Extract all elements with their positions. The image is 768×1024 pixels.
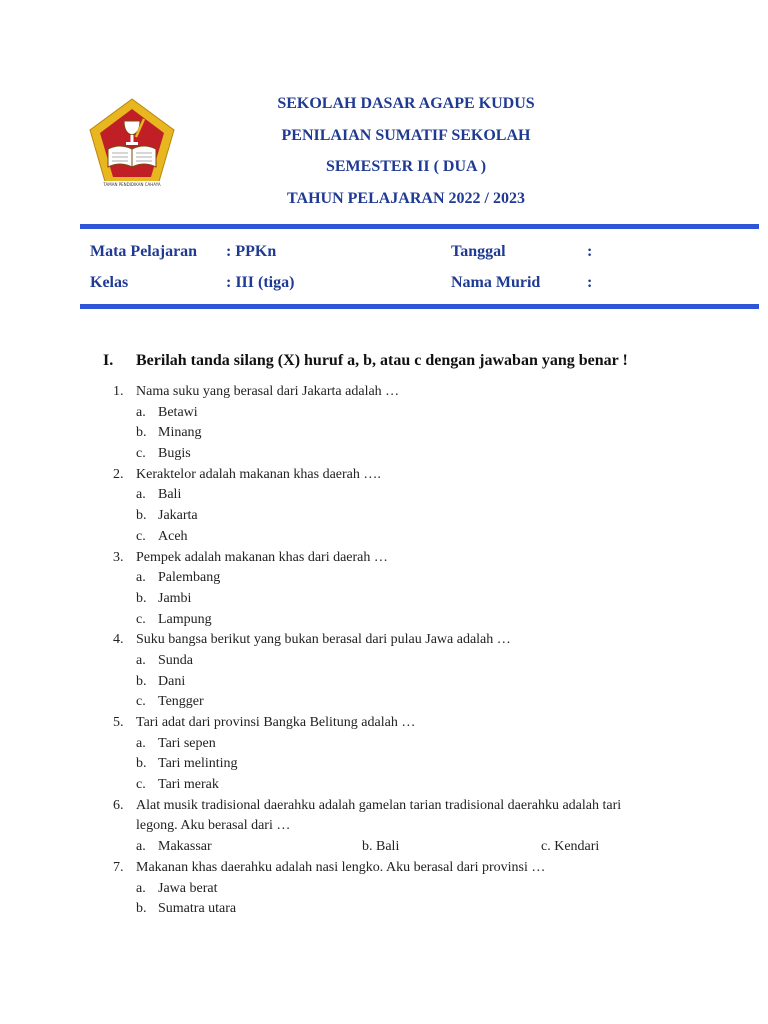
section-instruction: Berilah tanda silang (X) huruf a, b, atau c dengan jawaban yang benar ! bbox=[136, 352, 628, 369]
question-list bbox=[0, 382, 768, 920]
question-5: 5. Tari adat dari provinsi Bangka Belitung adalah … bbox=[113, 715, 416, 730]
option-item: b. Dani bbox=[136, 673, 186, 689]
option-item: a. Betawi bbox=[136, 404, 198, 420]
section-number: I. bbox=[103, 352, 114, 369]
class-value: : III (tiga) bbox=[226, 274, 295, 291]
school-name: SEKOLAH DASAR AGAPE KUDUS bbox=[277, 95, 535, 112]
exam-title: PENILAIAN SUMATIF SEKOLAH bbox=[281, 126, 531, 144]
option-item: b. Sumatra utara bbox=[136, 901, 237, 917]
question-6: 6. Alat musik tradisional daerahku adalah gamelan tarian tradisional daerahku adalah tari bbox=[113, 797, 622, 813]
top-divider bbox=[80, 224, 759, 229]
question-4: 4. Suku bangsa berikut yang bukan berasal dari pulau Jawa adalah … bbox=[113, 632, 511, 648]
date-value: : bbox=[587, 243, 593, 260]
book-icon bbox=[108, 146, 156, 167]
option-item: b. Minang bbox=[136, 425, 202, 441]
option-item: c. Aceh bbox=[136, 528, 188, 544]
date-label: Tanggal bbox=[451, 243, 506, 260]
school-logo bbox=[88, 97, 176, 189]
option-item: b. Tari melinting bbox=[136, 756, 238, 772]
question-1: 1. Nama suku yang berasal dari Jakarta adalah … bbox=[113, 384, 400, 399]
question-7: 7. Makanan khas daerahku adalah nasi lengko. Aku berasal dari provinsi … bbox=[113, 859, 546, 875]
subject-label: Mata Pelajaran bbox=[90, 243, 198, 260]
option-item: c. Tari merak bbox=[136, 777, 219, 793]
question-2: 2. Keraktelor adalah makanan khas daerah …. bbox=[113, 466, 381, 482]
option-item: a. Jawa berat bbox=[136, 880, 218, 896]
option-item: a. Palembang bbox=[136, 570, 221, 586]
option-item: c. Tengger bbox=[136, 694, 204, 710]
option-item: a. Bali bbox=[136, 487, 182, 503]
academic-year: TAHUN PELAJARAN 2022 / 2023 bbox=[287, 189, 525, 207]
option-item: c. Bugis bbox=[136, 446, 191, 462]
option-item: a. Sunda bbox=[136, 652, 193, 668]
question-6-continued: legong. Aku berasal dari … bbox=[136, 818, 291, 834]
option-item: c. Lampung bbox=[136, 611, 212, 627]
subject-value: : PPKn bbox=[226, 243, 277, 260]
option-item: b. Jakarta bbox=[136, 508, 198, 524]
option-item: a. Tari sepen bbox=[136, 735, 216, 751]
name-label: Nama Murid bbox=[451, 274, 541, 291]
option-row-inline: a. Makassar b. Bali c. Kendari bbox=[136, 839, 600, 855]
logo-caption: TAMAN PENDIDIKAN CAHAYA bbox=[103, 182, 161, 187]
class-label: Kelas bbox=[90, 274, 129, 291]
semester-title: SEMESTER II ( DUA ) bbox=[325, 158, 487, 175]
option-item: b. Jambi bbox=[136, 590, 192, 606]
bottom-divider bbox=[80, 304, 759, 309]
header-titles bbox=[200, 92, 612, 218]
question-3: 3. Pempek adalah makanan khas dari daerah … bbox=[113, 549, 388, 565]
name-value: : bbox=[587, 274, 593, 291]
